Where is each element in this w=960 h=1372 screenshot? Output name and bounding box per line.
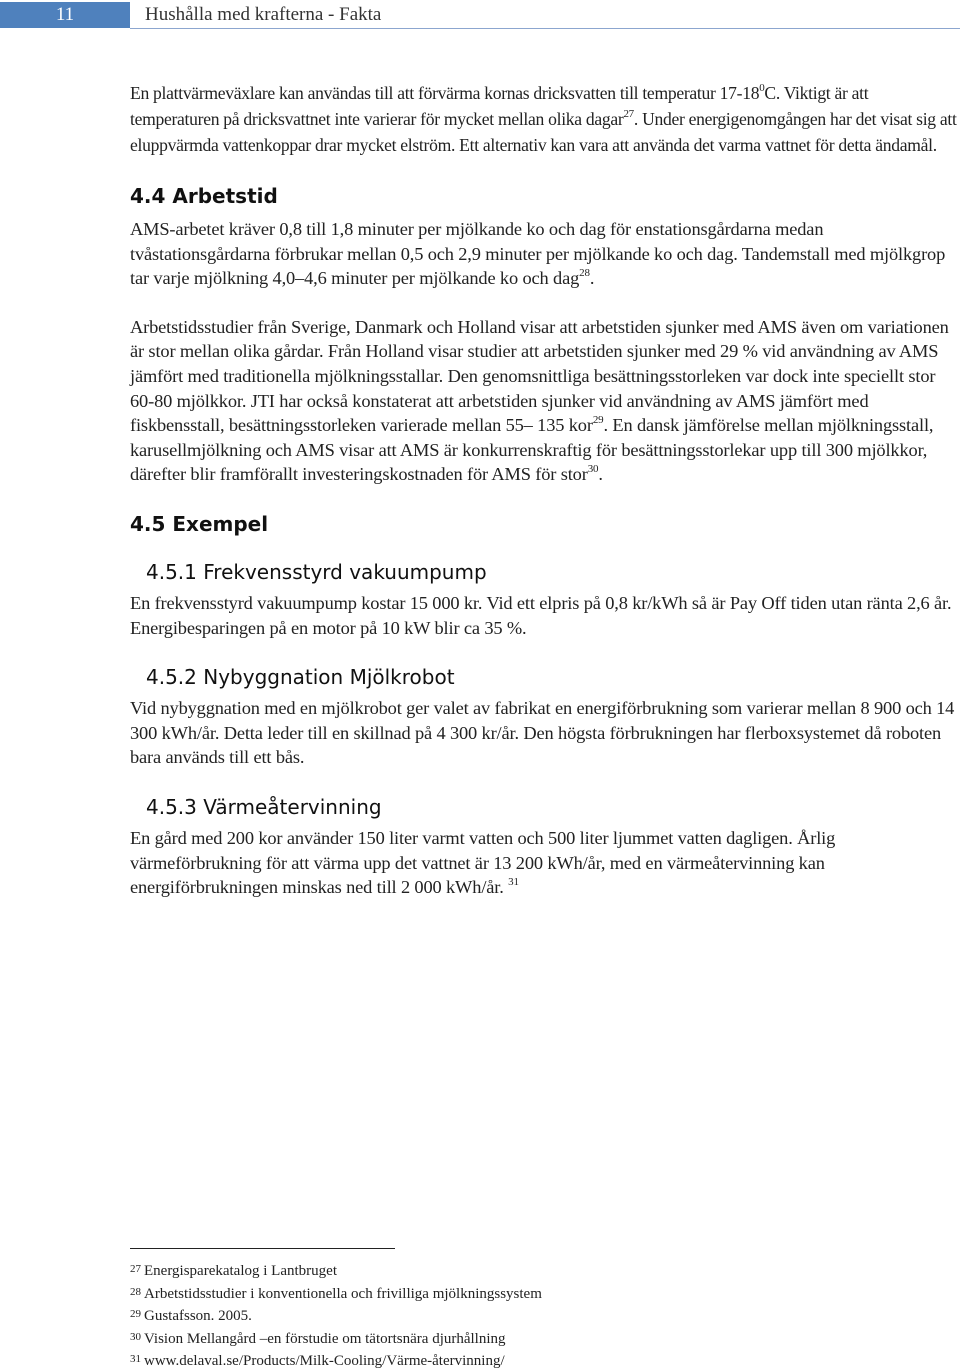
footnote-ref-28[interactable]: 28: [579, 267, 590, 280]
footnote-29: $^{29}$ Gustafsson. 2005.: [130, 1308, 252, 1325]
header-rule: [130, 28, 960, 29]
section-heading-arbetstid: 4.4 Arbetstid: [130, 184, 278, 208]
running-title: Hushålla med krafterna - Fakta: [145, 4, 382, 25]
arbetstid-paragraph-1: AMS-arbetet kräver 0,8 till 1,8 minuter per mjölkande ko och dag för enstationsgårdarna medan tvåstationsgårdarna förbrukar mellan 0,5 och 2,9 minuter per mjölkande ko och dag. Tandemstall med mjölkgrop tar varje mjölkning 4,0–4,6 minuter per mjölkande ko och dag$^{28}$.: [130, 219, 946, 289]
document-body: [130, 80, 960, 900]
footnote-31[interactable]: $^{31}$ www.delaval.se/Products/Milk-Cooling/Värme-återvinning/: [130, 1353, 505, 1370]
subsection-heading-mjolkrobot: 4.5.2 Nybyggnation Mjölkrobot: [146, 665, 455, 690]
footnote-ref-31[interactable]: 31: [508, 876, 519, 889]
footnote-ref-29[interactable]: 29: [592, 414, 604, 427]
subsection-heading-varmeatervinning: 4.5.3 Värmeåtervinning: [146, 794, 382, 819]
page-number: 11: [0, 2, 130, 28]
footnote-30: $^{30}$ Vision Mellangård –en förstudie om tätortsnära djurhållning: [130, 1330, 506, 1347]
footnote-separator: [130, 1248, 395, 1249]
subsection-heading-vakuumpump: 4.5.1 Frekvensstyrd vakuumpump: [146, 559, 487, 584]
degree-superscript: 0: [759, 82, 765, 94]
vakuumpump-paragraph: En frekvensstyrd vakuumpump kostar 15 000 kr. Vid ett elpris på 0,8 kr/kWh så är Pay Off tiden utan ränta 2,6 år. Energibesparingen på en motor på 10 kW blir ca 35 %.: [130, 592, 952, 638]
footnote-28: $^{28}$ Arbetstidsstudier i konventionella och frivilliga mjölkningssystem: [130, 1285, 542, 1302]
mjolkrobot-paragraph: Vid nybyggnation med en mjölkrobot ger valet av fabrikat en energiförbrukning som varierar mellan 8 900 och 14 300 kWh/år. Detta leder till en skillnad på 4 300 kr/år. Den högsta förbrukningen har flerboxsystemet då roboten bara används till ett bås.: [130, 698, 955, 768]
page-header: [0, 0, 960, 32]
varmeatervinning-paragraph: En gård med 200 kor använder 150 liter varmt vatten och 500 liter ljummet vatten dagligen. Årlig värmeförbrukning för att värma upp det vattnet är 13 200 kWh/år, med en värmeåtervinning kan energiförbrukningen minskas ned till 2 000 kWh/år. $^{31}$: [130, 827, 836, 898]
footnote-ref-27[interactable]: 27: [623, 108, 634, 120]
arbetstid-paragraph-2: Arbetstidsstudier från Sverige, Danmark och Holland visar att arbetstiden sjunker med AMS även om variationen är stor mellan olika gårdar. Från Holland visar studier att arbetstiden sjunker med 29 % vid användning av AMS jämfört med traditionella mjölkningsstallar. Den genomsnittliga besättningsstorleken var dock inte speciellt stor 60-80 mjölkkor. JTI har också konstaterat att arbetstiden sjunker vid användning av AMS jämfört med fiskbensstall, besättningsstorleken varierade mellan 55– 135 kor$^{29}$. En dansk jämförelse mellan mjölkningsstall, karusellmjölkning och AMS visar att AMS är konkurrenskraftig för besättningsstorlekar upp till 300 mjölkkor, därefter blir framförallt investeringskostnaden för AMS för stor$^{30}$.: [130, 316, 949, 485]
intro-paragraph: En plattvärmeväxlare kan användas till att förvärma kornas dricksvatten till temperatur $17-18^0C$. Viktigt är att temperaturen på dricksvattnet inte varierar för mycket mellan olika dagar$^{27}$. Under energigenomgången har det visat sig att eluppvärmda vattenkoppar drar mycket elström. Ett alternativ kan vara att använda det varma vattnet för detta ändamål.: [130, 82, 957, 155]
footnote-ref-30[interactable]: 30: [587, 463, 599, 476]
footnotes: [130, 1248, 960, 1372]
section-heading-exempel: 4.5 Exempel: [130, 511, 269, 536]
footnote-27: $^{27}$ Energisparekatalog i Lantbruget: [130, 1263, 337, 1279]
